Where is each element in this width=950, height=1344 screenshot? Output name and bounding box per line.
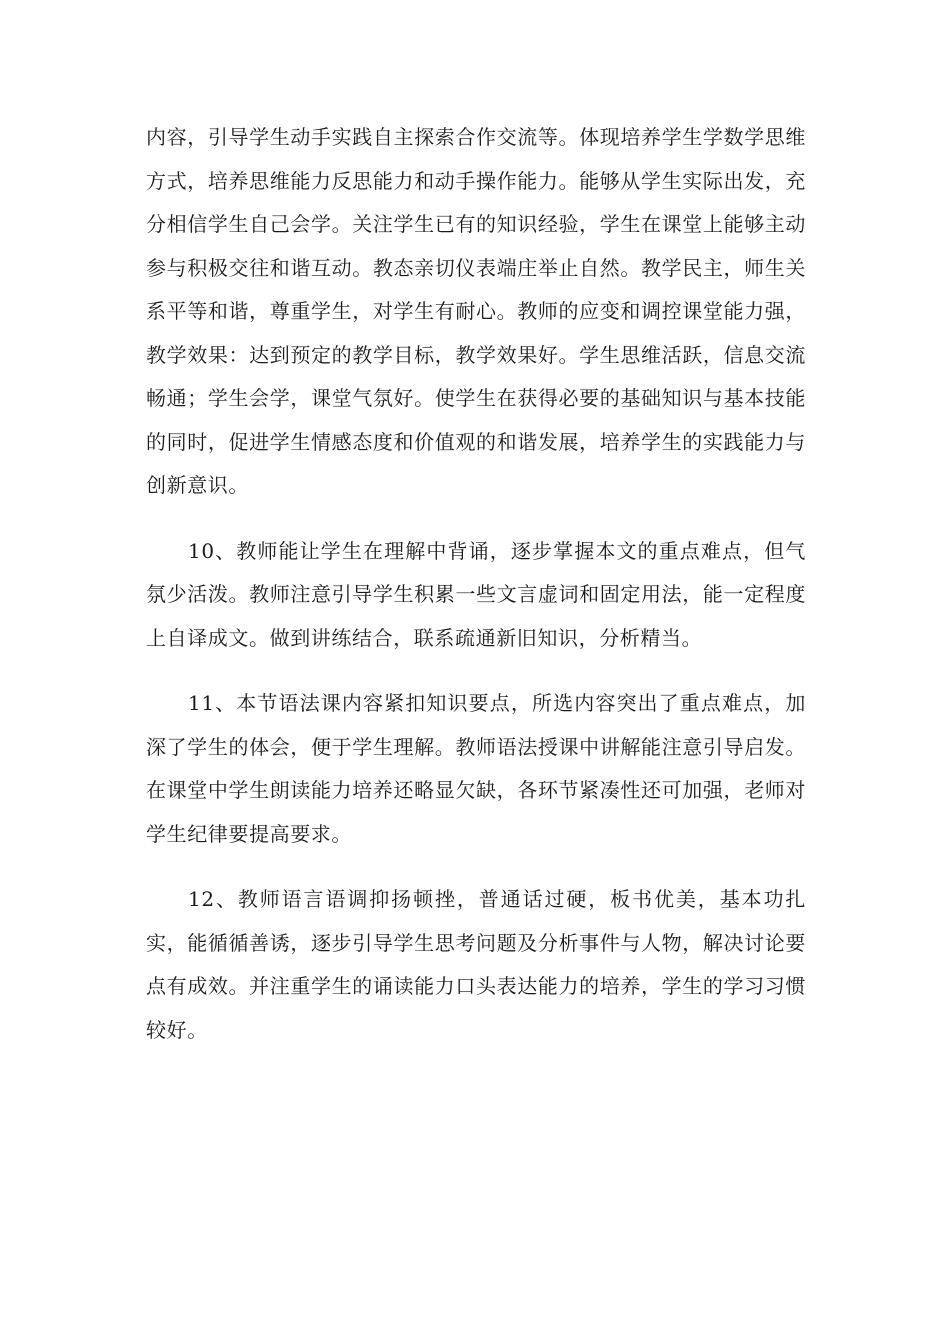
paragraph-item-12: 12、教师语言语调抑扬顿挫，普通话过硬，板书优美，基本功扎实，能循循善诱，逐步引导学生思考问题及分析事件与人物，解决讨论要点有成效。并注重学生的诵读能力口头表达能力的培养，学生的学习习惯较好。 [146, 887, 806, 1042]
paragraph-item-11: 11、本节语法课内容紧扣知识要点，所选内容突出了重点难点，加深了学生的体会，便于学生理解。教师语法授课中讲解能注意引导启发。在课堂中学生朗读能力培养还略显欠缺，各环节紧凑性还可加强，老师对学生纪律要提高要求。 [146, 691, 806, 846]
paragraph-continuation: 内容，引导学生动手实践自主探索合作交流等。体现培养学生学数学思维方式，培养思维能力反思能力和动手操作能力。能够从学生实际出发，充分相信学生自己会学。关注学生已有的知识经验，学生在课堂上能够主动参与积极交往和谐互动。教态亲切仪表端庄举止自然。教学民主，师生关系平等和谐，尊重学生，对学生有耐心。教师的应变和调控课堂能力强，教学效果：达到预定的教学目标，教学效果好。学生思维活跃，信息交流畅通；学生会学，课堂气氛好。使学生在获得必要的基础知识与基本技能的同时，促进学生情感态度和价值观的和谐发展，培养学生的实践能力与创新意识。 [146, 125, 806, 497]
paragraph-item-10: 10、教师能让学生在理解中背诵，逐步掌握本文的重点难点，但气氛少活泼。教师注意引导学生积累一些文言虚词和固定用法，能一定程度上自译成文。做到讲练结合，联系疏通新旧知识，分析精当。 [146, 538, 806, 650]
document-body [146, 116, 806, 1052]
